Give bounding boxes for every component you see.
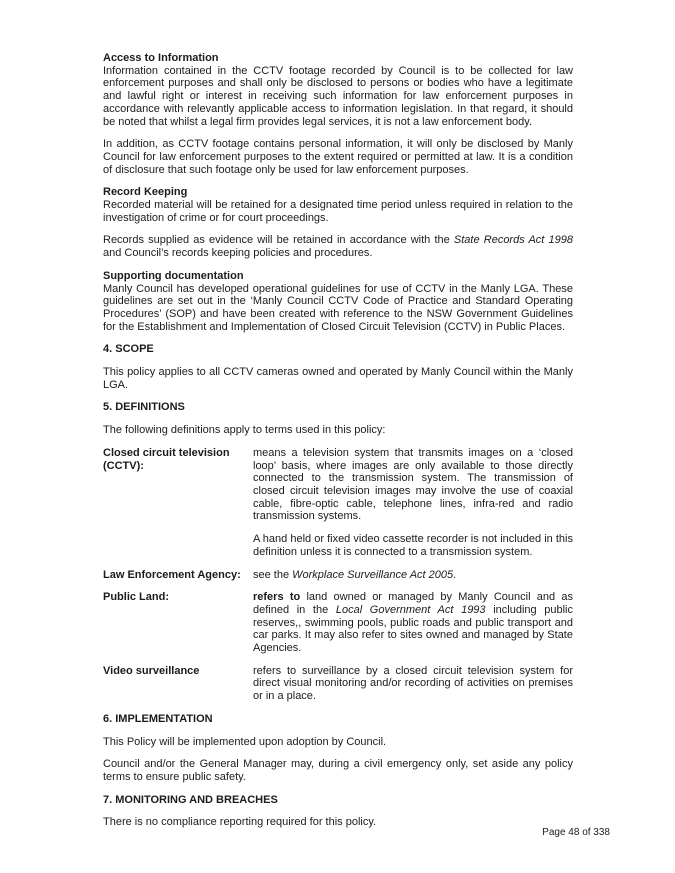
act-name-italic: Workplace Surveillance Act 2005 xyxy=(292,568,454,581)
definition-cctv-paragraph-1: means a television system that transmits images on a ‘closed loop’ basis, where images are only available to those directly connected to the transmission system. The transmission of closed circuit television images may involve the use of coaxial cable, fibre-optic cable, telephone lines, infra-red and radio transmission systems. xyxy=(253,446,573,523)
definition-text: . xyxy=(453,568,457,581)
heading-record-keeping: Record Keeping xyxy=(103,186,188,199)
definition-term-law-enforcement-agency: Law Enforcement Agency: xyxy=(103,568,241,581)
paragraph-access-2: In addition, as CCTV footage contains personal information, it will only be disclosed by Manly Council for law enforcement purposes to the extent required or permitted at law. It is a condition of disclosure that such footage only be used for law enforcement purposes. xyxy=(103,138,573,176)
act-name-italic: State Records Act 1998 xyxy=(453,234,573,247)
heading-implementation: 6. IMPLEMENTATION xyxy=(103,712,213,725)
heading-scope: 4. SCOPE xyxy=(103,343,154,356)
paragraph-supporting-1: Manly Council has developed operational guidelines for use of CCTV in the Manly LGA. These guidelines are set out in the ‘Manly Council CCTV Code of Practice and Standard Operating Procedures’ (SOP) and have been created with reference to the NSW Government Guidelines for the Establishment and Implementation of Closed Circuit Television (CCTV) in Public Places. xyxy=(103,282,573,333)
document-body xyxy=(103,52,573,839)
definition-body-cctv xyxy=(253,447,573,559)
paragraph-monitoring-1: There is no compliance reporting required for this policy. xyxy=(103,816,377,829)
definition-term-public-land: Public Land: xyxy=(103,591,169,604)
heading-access-to-information: Access to Information xyxy=(103,52,219,64)
paragraph-record-keeping-2 xyxy=(103,234,573,259)
definition-body-law-enforcement-agency xyxy=(253,569,573,582)
definition-text: including public reserves,, swimming pools, public roads and public transport and car parks. It may also refer to sites owned and managed by State Agencies. xyxy=(253,603,573,655)
act-name-italic: Local Government Act 1993 xyxy=(335,603,486,616)
definition-row-public-land xyxy=(103,591,573,655)
paragraph-text: and Council’s records keeping policies and procedures. xyxy=(103,247,373,260)
paragraph-access-1: Information contained in the CCTV footage recorded by Council is to be collected for law enforcement purposes and shall only be disclosed to persons or bodies who have a legitimate and lawful right or interest in receiving such information for law enforcement purposes in accordance with relevantly applicable access to information legislation. In that regard, it should be noted that whilst a legal firm provides legal services, it is not a law enforcement body. xyxy=(103,64,573,128)
definition-row-cctv xyxy=(103,447,573,559)
definition-term-cctv: Closed circuit television (CCTV): xyxy=(103,446,230,472)
paragraph-implementation-2: Council and/or the General Manager may, during a civil emergency only, set aside any policy terms to ensure public safety. xyxy=(103,758,573,783)
definition-text: see the xyxy=(253,568,293,581)
heading-monitoring-and-breaches: 7. MONITORING AND BREACHES xyxy=(103,793,278,806)
paragraph-record-keeping-1: Recorded material will be retained for a designated time period unless required in relation to the investigation of crime or for court proceedings. xyxy=(103,199,573,224)
page-number-footer: Page 48 of 338 xyxy=(542,827,610,838)
definition-body-public-land xyxy=(253,591,573,655)
paragraph-text: Records supplied as evidence will be retained in accordance with the xyxy=(103,234,454,247)
heading-supporting-documentation: Supporting documentation xyxy=(103,269,244,282)
definition-bold-lead: refers to xyxy=(253,591,301,604)
definition-body-video-surveillance: refers to surveillance by a closed circuit television system for direct visual monitoring and/or recording of activities on premises or in a place. xyxy=(253,664,573,703)
definition-term-video-surveillance: Video surveillance xyxy=(103,664,200,677)
paragraph-definitions-intro: The following definitions apply to terms used in this policy: xyxy=(103,424,386,437)
definition-row-video-surveillance xyxy=(103,665,573,703)
heading-definitions: 5. DEFINITIONS xyxy=(103,401,185,414)
paragraph-implementation-1: This Policy will be implemented upon adoption by Council. xyxy=(103,735,387,748)
definition-cctv-paragraph-2: A hand held or fixed video cassette recorder is not included in this definition unless it is connected to a transmission system. xyxy=(253,533,573,558)
definition-row-law-enforcement-agency xyxy=(103,569,573,582)
definition-text: land owned or managed by Manly Council and as defined in the xyxy=(253,591,573,616)
paragraph-scope-1: This policy applies to all CCTV cameras owned and operated by Manly Council within the Manly LGA. xyxy=(103,366,573,391)
